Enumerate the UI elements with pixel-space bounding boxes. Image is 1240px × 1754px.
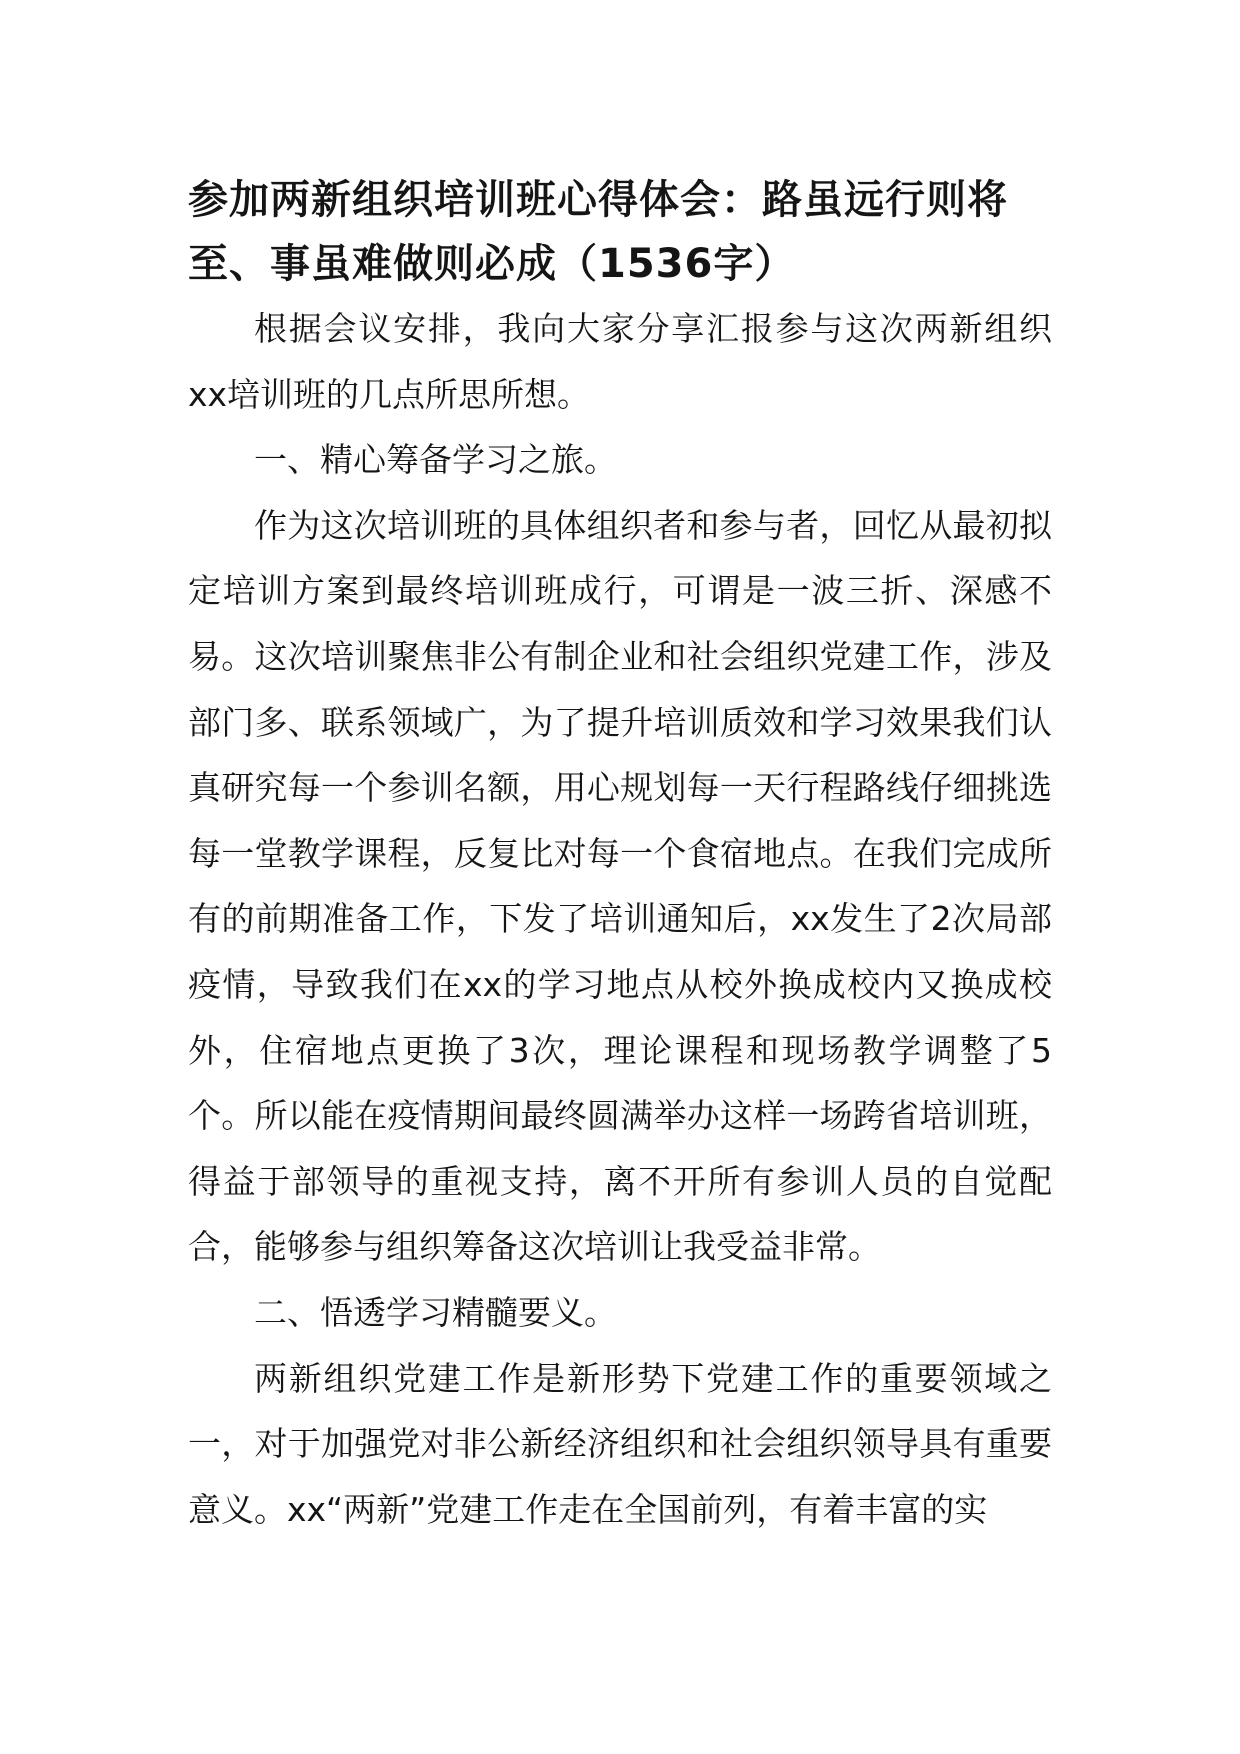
document-title: 参加两新组织培训班心得体会：路虽远行则将至、事虽难做则必成（1536字）	[188, 177, 1008, 287]
paragraph-intro: 根据会议安排，我向大家分享汇报参与这次两新组织xx培训班的几点所思所想。	[188, 309, 1052, 414]
paragraph-section-1: 作为这次培训班的具体组织者和参与者，回忆从最初拟定培训方案到最终培训班成行，可谓是一波三折、深感不易。这次培训聚焦非公有制企业和社会组织党建工作，涉及部门多、联系领域广，为了提升培训质效和学习效果我们认真研究每一个参训名额，用心规划每一天行程路线仔细挑选每一堂教学课程，反复比对每一个食宿地点。在我们完成所有的前期准备工作，下发了培训通知后，xx发生了2次局部疫情，导致我们在xx的学习地点从校外换成校内又换成校外，住宿地点更换了3次，理论课程和现场教学调整了5个。所以能在疫情期间最终圆满举办这样一场跨省培训班，得益于部领导的重视支持，离不开所有参训人员的自觉配合，能够参与组织筹备这次培训让我受益非常。	[188, 505, 1052, 1267]
section-heading-2: 二、悟透学习精髓要义。	[254, 1292, 617, 1332]
paragraph-section-2: 两新组织党建工作是新形势下党建工作的重要领域之一，对于加强党对非公新经济组织和社会组织领导具有重要意义。xx“两新”党建工作走在全国前列，有着丰富的实	[188, 1358, 1052, 1529]
document-body	[188, 168, 1052, 1542]
section-heading-1: 一、精心筹备学习之旅。	[254, 440, 617, 480]
